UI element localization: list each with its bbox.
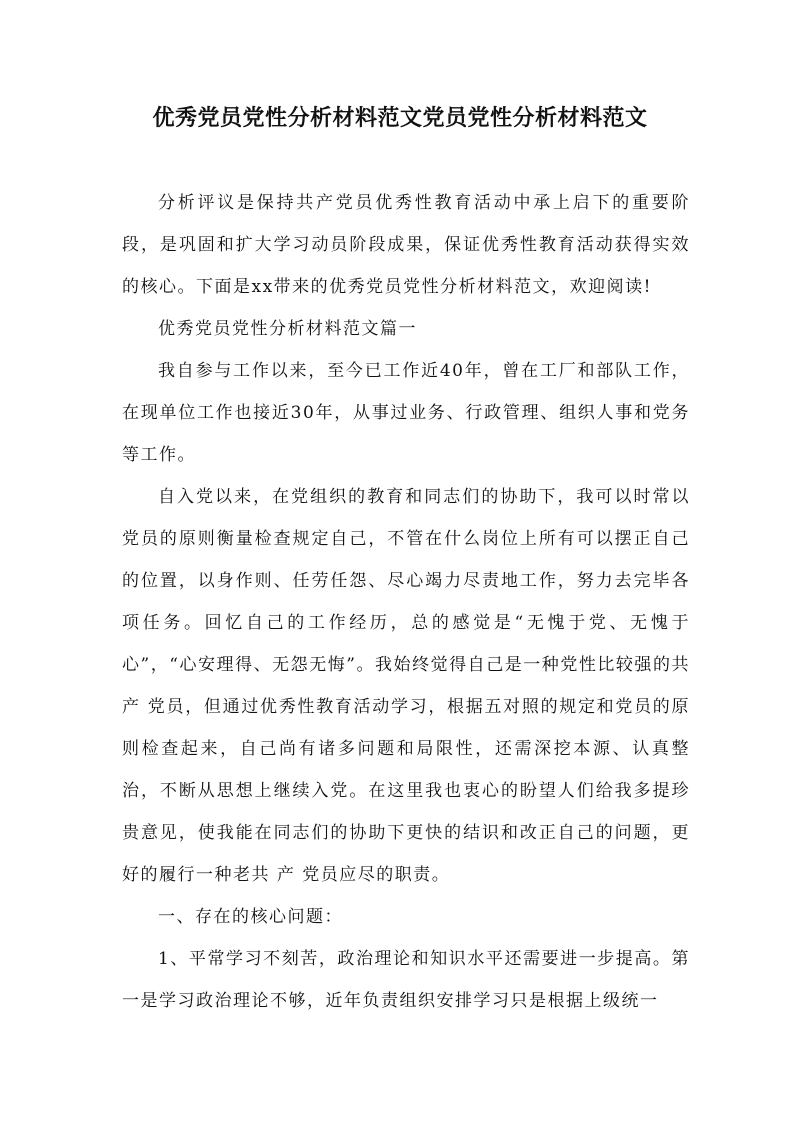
intro-paragraph: 分析评议是保持共产党员优秀性教育活动中承上启下的重要阶段，是巩固和扩大学习动员阶段成果，保证优秀性教育活动获得实效的核心。下面是xx带来的优秀党员党性分析材料范文，欢迎阅读!: [122, 193, 690, 297]
self-assessment-paragraph: 自入党以来，在党组织的教育和同志们的协助下，我可以时常以党员的原则衡量检查规定自己，不管在什么岗位上所有可以摆正自己的位置，以身作则、任劳任怨、尽心竭力尽责地工作，努力去完毕各项任务。回忆自己的工作经历，总的感觉是“无愧于党、无愧于心”，“心安理得、无怨无悔”。我始终觉得自己是一种党性比较强的共产 党员，但通过优秀性教育活动学习，根据五对照的规定和党员的原则检查起来，自己尚有诸多问题和局限性，还需深挖本源、认真整治，不断从思想上继续入党。在这里我也衷心的盼望人们给我多提珍贵意见，使我能在同志们的协助下更快的结识和改正自己的问题，更好的履行一种老共 产 党员应尽的职责。: [122, 487, 690, 885]
problem-item-1: 1、平常学习不刻苦，政治理论和知识水平还需要进一步提高。第一是学习政治理论不够，近年负责组织安排学习只是根据上级统一: [122, 949, 690, 1011]
problems-heading: 一、存在的核心问题：: [158, 907, 343, 927]
document-body: [122, 182, 690, 1022]
document-title: 优秀党员党性分析材料范文党员党性分析材料范文: [152, 105, 648, 131]
section-heading: 优秀党员党性分析材料范文篇一: [158, 319, 417, 339]
work-history-paragraph: 我自参与工作以来，至今已工作近40年，曾在工厂和部队工作，在现单位工作也接近30年，从事过业务、行政管理、组织人事和党务等工作。: [122, 361, 690, 465]
